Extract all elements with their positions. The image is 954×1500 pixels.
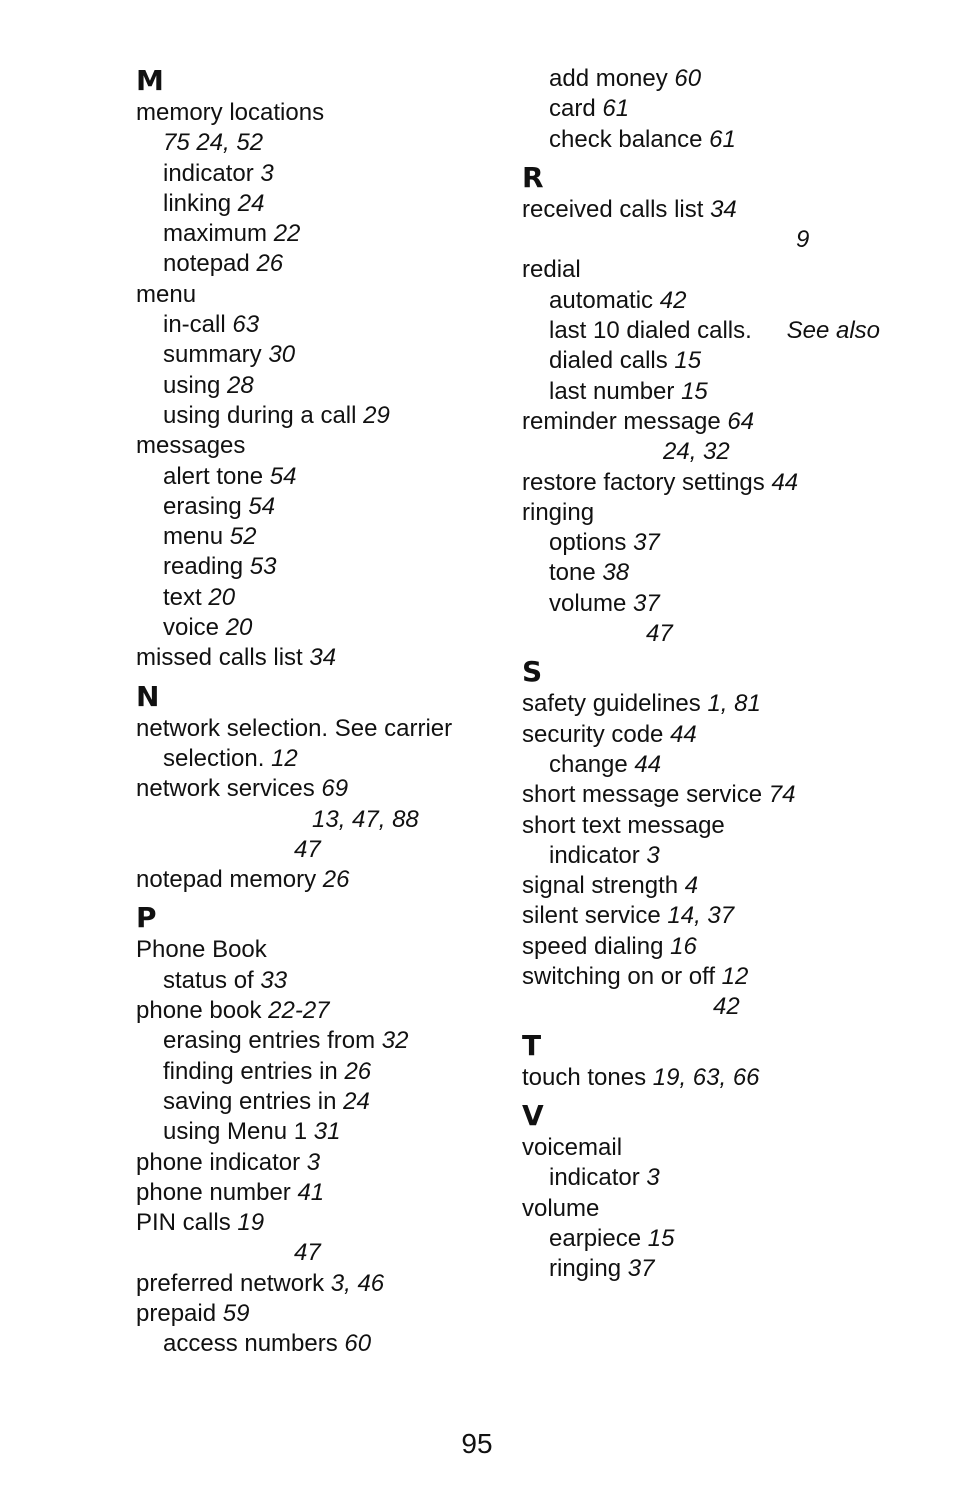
index-entry: [522, 780, 922, 810]
page-reference: 1, 81: [707, 690, 761, 718]
index-subentry: [522, 125, 922, 155]
index-entry-text: touch tones: [522, 1063, 647, 1091]
index-entry-text: PIN calls: [136, 1209, 231, 1237]
page-reference: 22-27: [268, 997, 330, 1025]
index-subentry: [522, 316, 922, 346]
index-letter-heading: R: [522, 160, 544, 194]
page-reference: 20: [225, 614, 253, 642]
page-reference: 19: [237, 1209, 265, 1237]
index-entry-text: menu: [136, 280, 197, 308]
index-entry-text: phone number: [136, 1178, 291, 1206]
index-entry: [522, 498, 922, 528]
page-reference: 28: [227, 371, 254, 399]
index-entry: [522, 619, 922, 649]
index-subentry: [136, 159, 526, 189]
page-reference: 24, 32: [663, 438, 730, 466]
page-reference: 41: [297, 1178, 325, 1206]
index-entry-text: selection.: [163, 744, 265, 772]
index-entry-text: using Menu 1: [163, 1118, 308, 1146]
index-entry-text: network selection. See carrier: [136, 714, 453, 742]
index-entry-text: erasing: [163, 492, 242, 520]
index-entry-text: volume: [522, 1194, 600, 1222]
index-entry: [136, 835, 526, 865]
index-subentry: [522, 377, 922, 407]
page-reference: 37: [627, 1255, 655, 1283]
page-reference: 3: [306, 1148, 321, 1176]
index-entry-text: signal strength: [522, 872, 679, 900]
page-reference: 15: [674, 347, 702, 375]
page-reference: 60: [344, 1330, 372, 1358]
index-entry: [522, 720, 922, 750]
page-reference: 34: [710, 195, 737, 223]
index-entry-text: add money: [549, 65, 668, 92]
index-subentry: [136, 1057, 526, 1087]
index-subentry: [136, 613, 526, 643]
page-reference: 52: [229, 523, 257, 551]
index-column-left: [136, 64, 526, 1360]
index-subentry: [522, 841, 922, 871]
index-entry-text: notepad: [163, 250, 250, 278]
index-subentry: [522, 558, 922, 588]
index-subentry: [136, 1087, 526, 1117]
index-entry-text: reminder message: [522, 407, 721, 435]
index-entry: [136, 1238, 526, 1268]
index-subentry: [136, 966, 526, 996]
index-letter-heading: N: [136, 679, 160, 713]
page-reference: 63: [232, 311, 260, 339]
index-entry-text: safety guidelines: [522, 690, 701, 718]
index-subentry: [522, 286, 922, 316]
index-entry-text: voicemail: [522, 1133, 623, 1161]
index-subentry: [522, 1224, 922, 1254]
index-entry-text: messages: [136, 432, 246, 460]
page-reference: 14, 37: [667, 902, 735, 930]
index-letter-heading: V: [522, 1098, 544, 1132]
index-letter-heading: S: [522, 655, 543, 689]
index-subentry: [136, 492, 526, 522]
index-subentry: [136, 522, 526, 552]
index-subentry: [522, 1254, 922, 1284]
index-entry: [522, 1194, 922, 1224]
page-reference: 20: [208, 583, 236, 611]
index-entry-text: voice: [163, 614, 220, 642]
page-reference: 61: [709, 125, 736, 153]
index-entry: [522, 437, 922, 467]
index-entry: [522, 871, 922, 901]
index-entry-text: ringing: [522, 498, 595, 526]
page-number: 95: [461, 1428, 493, 1459]
index-entry-text: menu: [163, 523, 224, 551]
page-reference: 37: [633, 529, 660, 557]
index-entry: [136, 865, 526, 895]
index-entry: [136, 98, 526, 128]
index-entry: [136, 1299, 526, 1329]
index-entry-text: finding entries in: [163, 1057, 338, 1085]
index-entry-text: switching on or off: [522, 963, 715, 991]
index-subentry: [522, 528, 922, 558]
page-reference: 75 24, 52: [163, 129, 264, 157]
page-reference: 37: [633, 589, 660, 617]
index-entry-text: tone: [549, 559, 596, 587]
index-letter-heading: P: [136, 901, 157, 935]
index-subentry: [136, 552, 526, 582]
page-reference: 3: [260, 159, 274, 187]
page-reference: 44: [634, 750, 662, 778]
index-column-right: [522, 64, 922, 1284]
index-entry-text: phone indicator: [136, 1148, 301, 1176]
index-entry-text: restore factory settings: [522, 468, 765, 496]
index-entry-text: indicator: [163, 159, 254, 187]
index-subentry: [136, 189, 526, 219]
index-entry: [522, 901, 922, 931]
index-entry: [136, 935, 526, 965]
index-subentry: [136, 371, 526, 401]
page-reference: 64: [727, 407, 755, 435]
index-entry-text: memory locations: [136, 99, 325, 126]
index-subentry: [522, 64, 922, 94]
index-subentry: [522, 1163, 922, 1193]
index-subentry: [136, 340, 526, 370]
page-reference: 34: [309, 644, 337, 672]
index-entry-text: access numbers: [163, 1330, 338, 1358]
index-entry-text: dialed calls: [549, 347, 668, 375]
index-entry: [522, 468, 922, 498]
index-entry-text: automatic: [549, 286, 654, 314]
index-subentry: [136, 310, 526, 340]
index-entry-text: alert tone: [163, 462, 264, 490]
index-entry-text: short text message: [522, 811, 725, 839]
index-entry-text: security code: [522, 720, 664, 748]
index-subentry: [136, 1117, 526, 1147]
index-entry-text: text: [163, 583, 202, 611]
page-reference: 3, 46: [330, 1269, 385, 1297]
index-entry: [136, 643, 526, 673]
page-reference: 24: [343, 1087, 370, 1115]
index-entry: [136, 280, 526, 310]
index-entry-text: silent service: [522, 902, 661, 930]
index-entry: [522, 811, 922, 841]
index-entry-text: Phone Book: [136, 936, 267, 964]
page-reference: 42: [659, 286, 687, 314]
page-reference: 30: [268, 341, 296, 369]
page-reference: 38: [602, 559, 630, 587]
page-reference: 54: [248, 492, 276, 520]
index-entry-text: using: [163, 371, 221, 399]
index-entry: [136, 714, 526, 744]
index-entry-text: ringing: [549, 1255, 622, 1283]
page-reference: 26: [322, 866, 350, 894]
index-entry: [522, 1133, 922, 1163]
page-reference: 9: [796, 226, 810, 254]
index-entry: [136, 1208, 526, 1238]
index-entry-text: phone book: [136, 997, 262, 1025]
index-entry-text: check balance: [549, 125, 703, 153]
index-entry: [136, 805, 526, 835]
page-reference: 47: [294, 835, 321, 863]
index-entry: [522, 407, 922, 437]
page-reference: 4: [684, 872, 699, 900]
page-reference: 59: [222, 1299, 250, 1327]
index-entry: [522, 992, 922, 1022]
index-letter-heading: T: [522, 1028, 542, 1062]
page-reference: 47: [646, 620, 673, 648]
page-reference: 44: [771, 468, 799, 496]
page-reference: 53: [249, 553, 277, 581]
index-entry: [522, 689, 922, 719]
page-reference: 31: [313, 1118, 341, 1146]
index-entry-text: maximum: [163, 220, 268, 248]
index-entry: [136, 1148, 526, 1178]
page-reference: 12: [271, 744, 298, 772]
index-subentry: [136, 128, 526, 158]
page-reference: 22: [273, 220, 301, 248]
index-subentry: [136, 462, 526, 492]
index-subentry: [522, 94, 922, 124]
page-reference: 54: [269, 462, 297, 490]
index-entry-text: last 10 dialed calls.: [549, 317, 752, 345]
page-reference: 32: [381, 1027, 409, 1055]
page-reference: 13, 47, 88: [312, 805, 419, 833]
page-reference: 3: [646, 841, 660, 869]
index-entry: [136, 996, 526, 1026]
index-entry-text: prepaid: [136, 1299, 217, 1327]
page-reference: 26: [256, 250, 284, 278]
index-entry-text: notepad memory: [136, 866, 317, 894]
index-subentry: [136, 583, 526, 613]
page-reference: 61: [602, 95, 630, 123]
index-entry-text: short message service: [522, 781, 763, 809]
index-entry-text: indicator: [549, 1164, 640, 1192]
index-entry: [522, 962, 922, 992]
index-entry-text: in-call: [163, 311, 226, 339]
page-reference: 74: [768, 781, 796, 809]
index-subentry: [522, 346, 922, 376]
index-entry-text: network services: [136, 775, 315, 803]
page-reference: 44: [670, 720, 697, 748]
see-also-reference: See also: [786, 317, 880, 345]
index-entry-text: earpiece: [549, 1224, 642, 1252]
page-reference: 60: [674, 65, 702, 92]
index-entry: [136, 1269, 526, 1299]
index-subentry: [136, 1026, 526, 1056]
index-entry-text: redial: [522, 256, 581, 284]
page-reference: 33: [260, 966, 288, 994]
index-subentry: [136, 219, 526, 249]
index-entry-text: status of: [163, 966, 254, 994]
index-entry: [522, 195, 922, 225]
index-entry-text: indicator: [549, 841, 640, 869]
page-reference: 42: [713, 993, 740, 1021]
index-subentry: [136, 744, 526, 774]
page-reference: 47: [294, 1239, 321, 1267]
index-entry-text: linking: [163, 189, 232, 217]
index-subentry: [522, 750, 922, 780]
index-entry: [522, 932, 922, 962]
index-subentry: [136, 401, 526, 431]
index-entry-text: speed dialing: [522, 932, 664, 960]
index-entry-text: erasing entries from: [163, 1027, 376, 1055]
index-entry-text: change: [549, 750, 628, 778]
index-entry-text: options: [549, 529, 627, 557]
index-entry-text: saving entries in: [163, 1087, 337, 1115]
index-subentry: [136, 249, 526, 279]
page-reference: 29: [363, 401, 390, 429]
index-subentry: [522, 589, 922, 619]
index-subentry: [136, 1329, 526, 1359]
index-entry-text: preferred network: [136, 1269, 325, 1297]
page-reference: 3: [646, 1164, 660, 1192]
index-entry: [136, 1178, 526, 1208]
page-reference: 19, 63, 66: [652, 1063, 760, 1091]
index-entry: [522, 255, 922, 285]
index-entry-text: volume: [549, 589, 627, 617]
page-reference: 69: [321, 775, 349, 803]
index-entry: [136, 431, 526, 461]
page-reference: 12: [721, 963, 749, 991]
index-letter-heading: M: [136, 64, 164, 97]
index-entry-text: summary: [163, 341, 262, 369]
page-reference: 26: [344, 1057, 372, 1085]
index-entry-text: received calls list: [522, 195, 704, 223]
page-reference: 24: [237, 189, 265, 217]
index-entry: [522, 1063, 922, 1093]
index-entry-text: missed calls list: [136, 644, 303, 672]
index-entry: [136, 774, 526, 804]
page-reference: 16: [670, 932, 697, 960]
index-entry-text: card: [549, 95, 596, 123]
index-entry: [522, 225, 922, 255]
page-reference: 15: [647, 1224, 675, 1252]
page-reference: 15: [681, 377, 708, 405]
index-entry-text: reading: [163, 553, 244, 581]
index-entry-text: using during a call: [163, 401, 357, 429]
index-entry-text: last number: [549, 377, 675, 405]
